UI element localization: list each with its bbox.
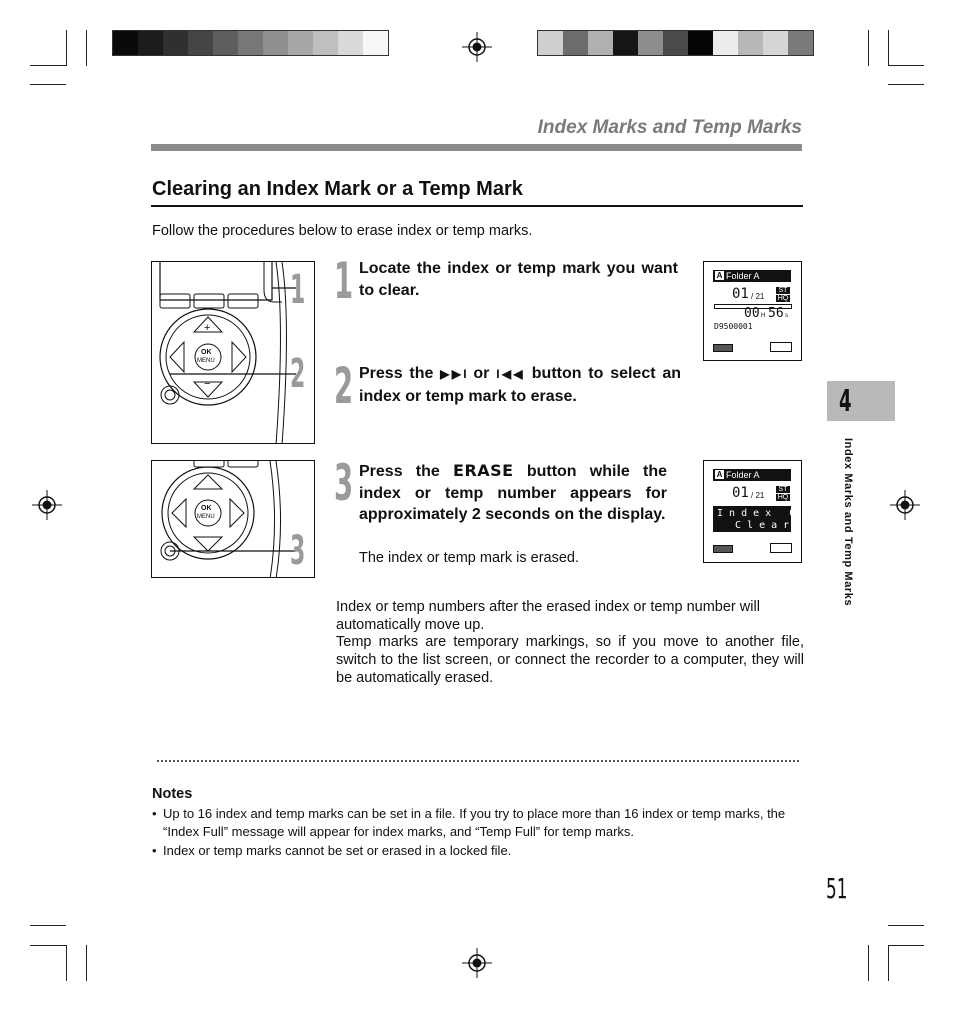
lcd-mode-hq: HQ	[777, 295, 789, 302]
lcd-total: / 21	[751, 292, 765, 301]
header-rule	[151, 144, 802, 151]
side-chapter-label: Index Marks and Temp Marks	[842, 438, 854, 607]
lcd-time-minutes: 56	[768, 306, 784, 321]
lcd-folder-bar: A Folder A	[713, 469, 791, 481]
registration-mark-icon	[890, 490, 920, 520]
lcd-minutes-unit: s	[785, 313, 788, 319]
registration-mark-icon	[32, 490, 62, 520]
intro-text: Follow the procedures below to erase index or temp marks.	[152, 223, 533, 239]
lcd-time-hours: 00	[744, 306, 760, 321]
callout-2: 2	[290, 351, 306, 397]
page-number: 51	[826, 872, 848, 905]
running-header: Index Marks and Temp Marks	[537, 117, 802, 138]
previous-button-icon: I◀◀	[496, 367, 525, 381]
lcd-display-2	[703, 460, 808, 563]
step-3-result: The index or temp mark is erased.	[359, 550, 580, 566]
next-button-icon: ▶▶I	[440, 367, 467, 381]
mic-sensitivity-icon	[770, 543, 792, 553]
lcd-mode-hq: HQ	[777, 494, 789, 501]
step-2-number: 2	[334, 357, 354, 415]
battery-icon	[713, 545, 733, 553]
recorder-illustration-top	[151, 261, 315, 444]
lcd-hours-unit: H	[761, 313, 766, 319]
lcd-total: / 21	[751, 491, 765, 500]
ok-label: OK	[201, 349, 212, 356]
notes-title: Notes	[152, 786, 193, 802]
battery-icon	[713, 344, 733, 352]
lcd-index-label: I n d e x 0 8	[717, 508, 808, 519]
lcd-display-1	[703, 261, 802, 361]
paragraph-auto-move: Index or temp numbers after the erased index or temp number will automatically move up.	[336, 599, 760, 633]
lcd-mode-st: ST	[776, 486, 790, 493]
step-3-number: 3	[334, 454, 354, 512]
step-1-text: Locate the index or temp mark you want to clear.	[359, 260, 678, 299]
grayscale-bar-left	[112, 30, 389, 56]
menu-label: MENU	[197, 358, 215, 364]
step-2-text: Press the ▶▶I or I◀◀ button to select an index or temp mark to erase.	[359, 365, 682, 405]
registration-mark-icon	[462, 948, 492, 978]
callout-3: 3	[290, 528, 306, 574]
plus-label: +	[204, 322, 211, 334]
registration-mark-icon	[462, 32, 492, 62]
step-1-number: 1	[334, 252, 354, 310]
paragraph-temp-marks: Temp marks are temporary markings, so if you move to another file, switch to the list screen, or connect the recorder to a computer, they will be automatically erased.	[336, 634, 804, 686]
mic-sensitivity-icon	[770, 342, 792, 352]
section-title: Clearing an Index Mark or a Temp Mark	[152, 178, 523, 200]
step-3-text: Press the ERASE button while the index or temp number appears for approximately 2 seconds on the display.	[359, 461, 667, 523]
lcd-folder-bar: A Folder A	[713, 270, 791, 282]
callout-1: 1	[290, 267, 306, 313]
notes-divider	[157, 760, 799, 762]
grayscale-bar-right	[537, 30, 814, 56]
lcd-date: D9500001	[714, 322, 753, 331]
lcd-file-number: 01	[732, 485, 749, 501]
chapter-tab: 4	[827, 381, 895, 421]
ok-label: OK	[201, 505, 212, 512]
section-rule	[151, 205, 803, 207]
lcd-mode-st: ST	[776, 287, 790, 294]
erase-key-label: ERASE	[453, 461, 514, 480]
menu-label: MENU	[197, 514, 215, 520]
lcd-clear-label: C l e a r	[735, 520, 790, 531]
recorder-illustration-bottom	[151, 460, 315, 578]
lcd-file-number: 01	[732, 286, 749, 302]
minus-label: −	[204, 378, 211, 390]
